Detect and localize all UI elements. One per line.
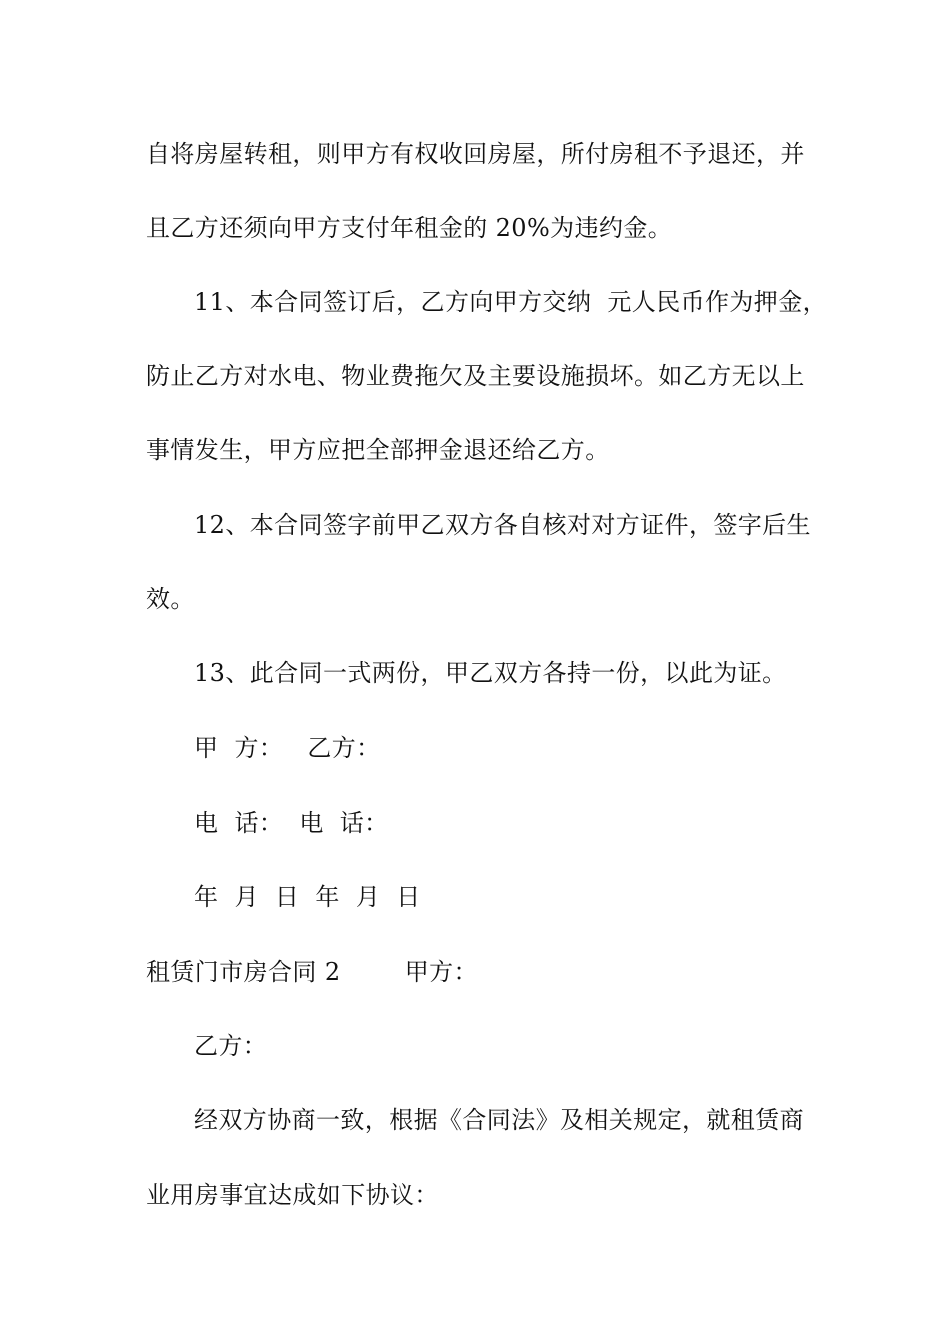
paragraph-line: 11、本合同签订后，乙方向甲方交纳 元人民币作为押金， <box>194 288 827 316</box>
paragraph-line: 防止乙方对水电、物业费拖欠及主要设施损坏。如乙方无以上 <box>146 362 805 390</box>
party-b-line: 乙方： <box>194 1032 268 1060</box>
paragraph-line: 且乙方还须向甲方支付年租金的 20%为违约金。 <box>146 214 673 242</box>
signature-phone-line: 电 话： 电 话： <box>194 809 389 837</box>
signature-party-line: 甲 方： 乙方： <box>194 734 381 762</box>
contract-title-line: 租赁门市房合同 2 甲方： <box>146 958 478 986</box>
paragraph-line: 业用房事宜达成如下协议： <box>146 1181 439 1209</box>
paragraph-line: 12、本合同签字前甲乙双方各自核对对方证件，签字后生 <box>194 511 811 539</box>
paragraph-line: 事情发生，甲方应把全部押金退还给乙方。 <box>146 436 610 464</box>
paragraph-line: 13、此合同一式两份，甲乙双方各持一份，以此为证。 <box>194 659 787 687</box>
paragraph-line: 经双方协商一致，根据《合同法》及相关规定，就租赁商 <box>194 1106 804 1134</box>
paragraph-line: 自将房屋转租，则甲方有权收回房屋，所付房租不予退还，并 <box>146 140 805 168</box>
paragraph-line: 效。 <box>146 585 195 613</box>
signature-date-line: 年 月 日 年 月 日 <box>194 883 421 911</box>
